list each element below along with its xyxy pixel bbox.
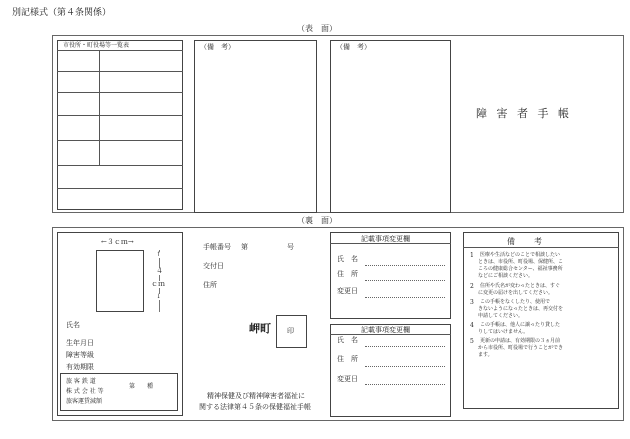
back-label: （裏 面）	[297, 216, 337, 225]
note-3-line-3: 申請してください。	[478, 313, 524, 319]
note-3-line-2: きないようになったときは、再交付を	[478, 306, 564, 312]
change-record-1-title: 記載事項変更欄	[361, 235, 410, 243]
law-line-2: 関する法律第４５条の保健福祉手帳	[199, 403, 311, 411]
validity-label: 有効期限	[66, 363, 94, 371]
address-label: 住所	[203, 281, 217, 289]
birthdate-label: 生年月日	[66, 339, 94, 347]
book-number-go: 号	[287, 243, 294, 251]
remarks-panel-1	[194, 40, 317, 213]
note-4-line-2: りしてはいけません。	[478, 329, 529, 335]
change-record-2-name: 氏 名	[337, 336, 358, 344]
note-5-line-1: 更新の申請は、有効期限の３ヵ月前	[480, 338, 561, 344]
notes-title: 備 考	[507, 237, 543, 246]
photo-arrow-down: ↓	[156, 293, 162, 300]
note-4-line-1: この手帳は、他人に譲ったり貸した	[480, 322, 561, 328]
office-list-panel	[57, 40, 183, 210]
railway-line-1: 旅 客 鉄 道	[66, 378, 96, 385]
note-5-num: 5	[470, 338, 474, 345]
note-1-line-2: ときは、市役所、町役場、保健所、こ	[478, 259, 564, 265]
photo-box	[96, 250, 144, 312]
photo-arrow-up: ↑	[156, 251, 162, 258]
note-4-num: 4	[470, 322, 474, 329]
photo-height-num: ４	[156, 267, 163, 275]
seal-label: 印	[287, 327, 294, 335]
note-1-line-3: ころの健康総合センター、福祉事務所	[478, 266, 563, 272]
change-record-2-title: 記載事項変更欄	[361, 326, 410, 334]
photo-width-label: ←３ｃｍ→	[101, 238, 134, 246]
railway-type-label: 第 種	[129, 383, 154, 390]
note-2-num: 2	[470, 283, 474, 290]
note-3-line-1: この手帳をなくしたり、使用で	[480, 299, 551, 305]
change-record-2-address: 住 所	[337, 355, 358, 363]
law-line-1: 精神保健及び精神障害者福祉に	[207, 392, 305, 400]
change-record-1-name: 氏 名	[337, 255, 358, 263]
change-record-1-address: 住 所	[337, 270, 358, 278]
note-5-line-3: ます。	[478, 352, 493, 358]
note-2-line-1: 住所や氏名が変わったときは、すぐ	[480, 283, 560, 289]
remarks-panel-2	[330, 40, 451, 213]
remarks-label-1: （備 考）	[200, 43, 235, 51]
photo-height-unit: ｃｍ	[151, 280, 165, 288]
front-label: （表 面）	[297, 24, 337, 33]
issuer-name: 岬町	[249, 322, 271, 335]
name-label: 氏名	[66, 321, 80, 329]
note-5-line-2: から市役所、町役場で行うことができ	[478, 345, 564, 351]
railway-line-2: 株 式 会 社 等	[66, 388, 104, 395]
grade-label: 障害等級	[66, 351, 94, 359]
remarks-label-2: （備 考）	[336, 43, 371, 51]
document-title: 別記様式（第４条関係）	[12, 8, 112, 18]
note-1-num: 1	[470, 252, 474, 259]
change-record-2-date: 変更日	[337, 375, 358, 383]
note-1-line-4: などにご相談ください。	[478, 273, 534, 279]
book-title: 障 害 者 手 帳	[476, 107, 572, 120]
book-number-label: 手帳番号	[203, 243, 231, 251]
issue-date-label: 交付日	[203, 262, 224, 270]
railway-line-3: 旅客運賃減額	[66, 398, 103, 405]
note-3-num: 3	[470, 299, 474, 306]
note-1-line-1: 医療や生活などのことで相談したい	[480, 252, 561, 258]
change-record-1-date: 変更日	[337, 287, 358, 295]
book-number-dai: 第	[241, 243, 248, 251]
note-2-line-2: に変更の届けを出してください。	[478, 290, 554, 296]
office-list-title: 市役所・町役場等一覧表	[63, 42, 130, 49]
